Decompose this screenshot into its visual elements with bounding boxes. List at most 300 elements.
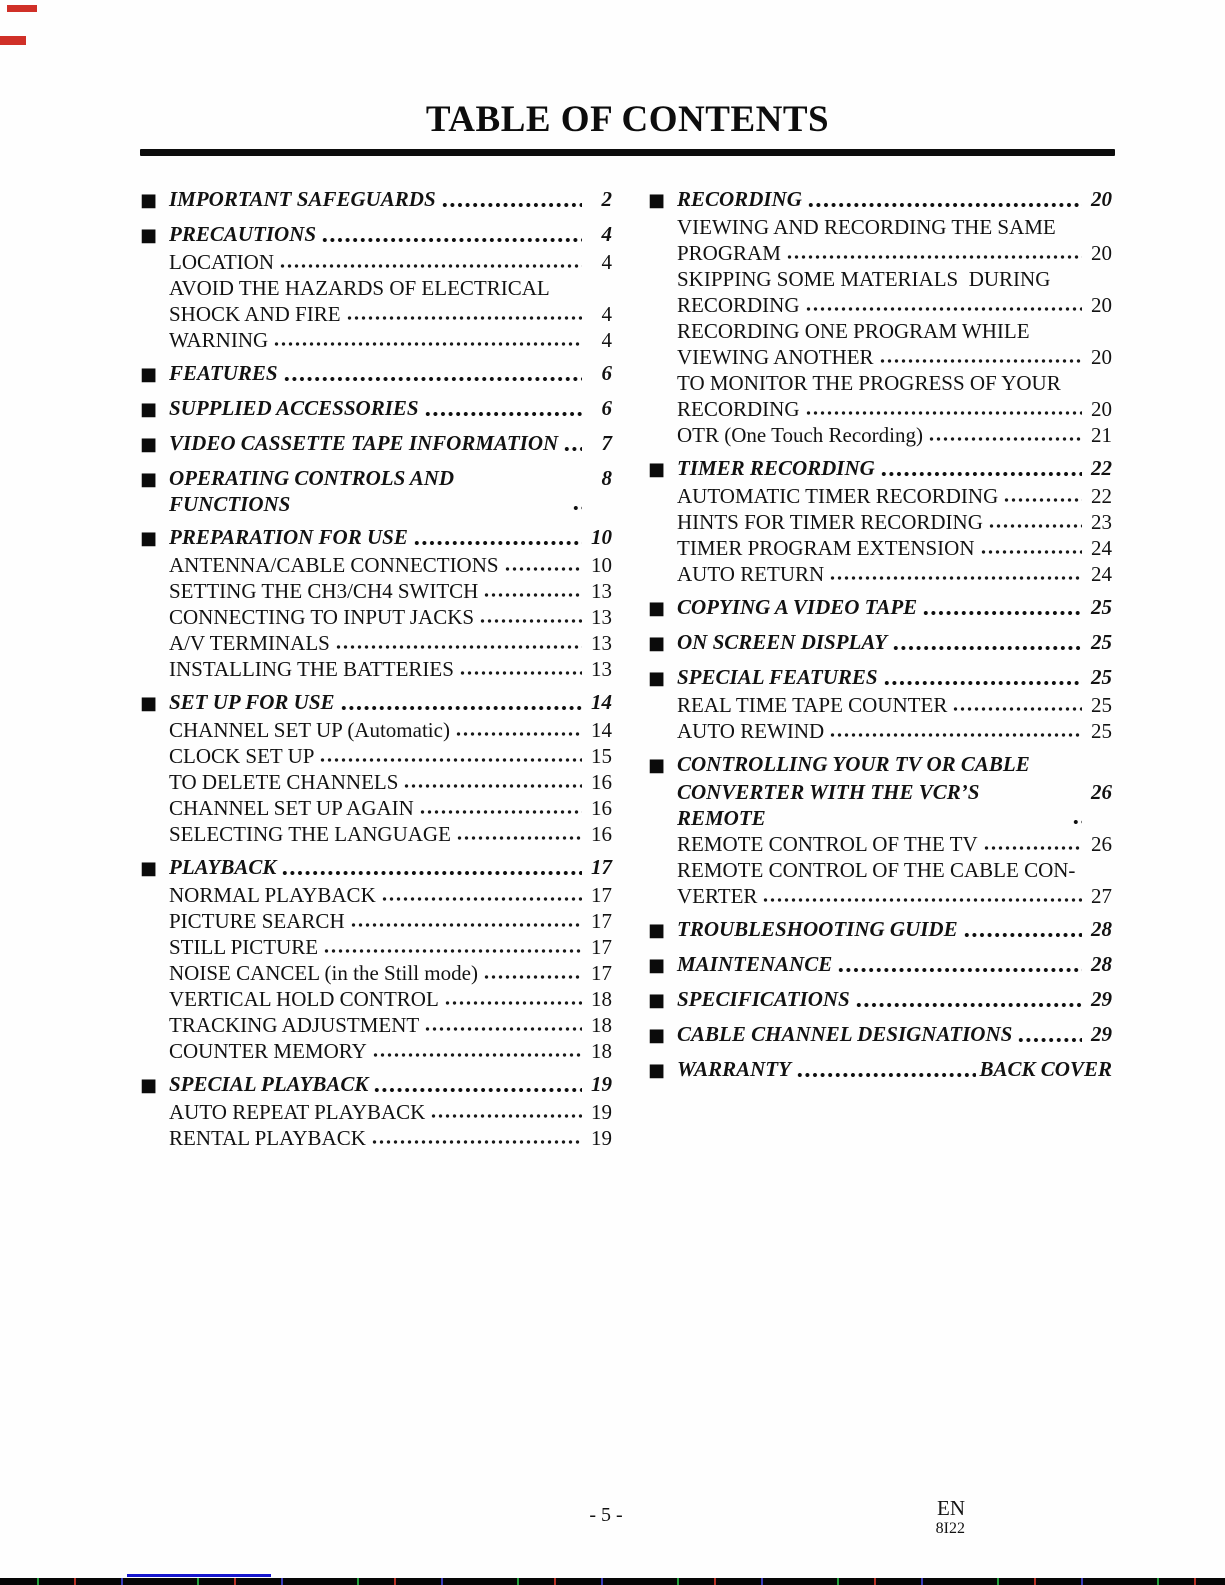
footer-page-number: - 5 - xyxy=(589,1504,623,1526)
page-number: 14 xyxy=(591,690,612,714)
toc-entry-text: PROGRAM xyxy=(677,241,781,265)
dotted-leader xyxy=(983,845,1082,851)
toc-entry-line xyxy=(140,186,612,214)
toc-heading xyxy=(648,664,1112,692)
toc-entry-line xyxy=(648,1056,1112,1084)
dotted-leader xyxy=(805,410,1082,416)
dotted-leader xyxy=(883,680,1082,686)
page-number: 17 xyxy=(591,961,612,985)
page-number: 25 xyxy=(1091,665,1112,689)
toc-entry-line xyxy=(140,360,612,388)
toc-entry-text: REAL TIME TAPE COUNTER xyxy=(677,693,948,717)
dotted-leader xyxy=(829,575,1082,581)
page-number: 20 xyxy=(1091,187,1112,211)
page-number: 18 xyxy=(591,1013,612,1037)
toc-entry-text: SETTING THE CH3/CH4 SWITCH xyxy=(169,579,479,603)
bullet-square-icon: ■ xyxy=(140,469,158,490)
toc-entry-line xyxy=(140,854,612,882)
toc-entry-line xyxy=(140,301,612,327)
page-number: 24 xyxy=(1091,536,1112,560)
dotted-leader xyxy=(373,1087,582,1093)
page-number: 25 xyxy=(1091,595,1112,619)
dotted-leader xyxy=(1003,497,1082,503)
dotted-leader xyxy=(403,783,582,789)
toc-entry-line xyxy=(140,221,612,249)
toc-entry-line xyxy=(648,831,1112,857)
toc-entry-line xyxy=(648,344,1112,370)
dotted-leader xyxy=(563,446,582,452)
page-number: 26 xyxy=(1091,780,1112,804)
toc-entry-line xyxy=(140,524,612,552)
page-number: 18 xyxy=(591,987,612,1011)
toc-entry-line xyxy=(648,422,1112,448)
toc-subentry xyxy=(140,795,612,821)
toc-subentry xyxy=(648,266,1112,318)
bullet-square-icon: ■ xyxy=(648,598,666,619)
dotted-leader xyxy=(444,1000,582,1006)
toc-entry-text: SPECIAL PLAYBACK xyxy=(169,1072,369,1096)
dotted-leader xyxy=(786,254,1082,260)
toc-entry-line xyxy=(140,1038,612,1064)
toc-entry-text: SPECIAL FEATURES xyxy=(677,665,878,689)
dotted-leader xyxy=(504,566,582,572)
toc-entry-text: TIMER RECORDING xyxy=(677,456,875,480)
toc-heading xyxy=(140,221,612,249)
toc-entry-text: VIDEO CASSETTE TAPE INFORMATION xyxy=(169,431,559,455)
page-number: 19 xyxy=(591,1100,612,1124)
toc-entry-line xyxy=(140,795,612,821)
toc-entry-text: VERTICAL HOLD CONTROL xyxy=(169,987,439,1011)
toc-entry-text: COUNTER MEMORY xyxy=(169,1039,367,1063)
toc-subentry xyxy=(648,831,1112,857)
toc-entry-text: MAINTENANCE xyxy=(677,952,833,976)
toc-entry-text: PRECAUTIONS xyxy=(169,222,317,246)
toc-heading xyxy=(140,360,612,388)
toc-entry-line xyxy=(648,883,1112,909)
page-number: 4 xyxy=(601,302,612,326)
footer-doc-code: 8I22 xyxy=(935,1520,965,1537)
page-number: 26 xyxy=(1091,832,1112,856)
bullet-square-icon: ■ xyxy=(648,920,666,941)
toc-entry-text: TO DELETE CHANNELS xyxy=(169,770,399,794)
toc-entry-text: SPECIFICATIONS xyxy=(677,987,850,1011)
dotted-leader xyxy=(456,835,582,841)
bullet-square-icon: ■ xyxy=(140,399,158,420)
dotted-leader xyxy=(321,237,582,243)
toc-heading xyxy=(140,186,612,214)
toc-heading xyxy=(648,751,1112,831)
toc-entry-text: RECORDING xyxy=(677,293,800,317)
toc-subentry xyxy=(648,857,1112,909)
dotted-leader xyxy=(346,315,582,321)
dotted-leader xyxy=(371,1139,582,1145)
scan-mark-red-icon xyxy=(0,36,26,45)
bullet-square-icon: ■ xyxy=(140,528,158,549)
toc-subentry xyxy=(140,908,612,934)
toc-heading xyxy=(140,430,612,458)
toc-entry-text: LOCATION xyxy=(169,250,274,274)
dotted-leader xyxy=(340,705,582,711)
toc-subentry xyxy=(648,214,1112,266)
bullet-square-icon: ■ xyxy=(648,668,666,689)
toc-entry-text: CLOCK SET UP xyxy=(169,744,315,768)
dotted-leader xyxy=(1072,819,1082,825)
dotted-leader xyxy=(323,948,582,954)
dotted-leader xyxy=(273,341,582,347)
page-number: 16 xyxy=(591,796,612,820)
toc-entry-line xyxy=(140,630,612,656)
toc-heading xyxy=(648,594,1112,622)
scan-underline-blue xyxy=(127,1574,271,1577)
toc-entry-text: TIMER PROGRAM EXTENSION xyxy=(677,536,975,560)
page-number: 20 xyxy=(1091,293,1112,317)
toc-heading xyxy=(140,395,612,423)
toc-subentry xyxy=(140,882,612,908)
toc-entry-line xyxy=(648,629,1112,657)
dotted-leader xyxy=(880,471,1082,477)
page-number: 17 xyxy=(591,883,612,907)
toc-entry-line xyxy=(140,249,612,275)
page-number: 25 xyxy=(1091,630,1112,654)
dotted-leader xyxy=(419,809,582,815)
toc-entry-text: PREPARATION FOR USE xyxy=(169,525,408,549)
toc-subentry xyxy=(648,509,1112,535)
toc-entry-text: HINTS FOR TIMER RECORDING xyxy=(677,510,983,534)
toc-heading xyxy=(648,986,1112,1014)
toc-entry-text: REMOTE CONTROL OF THE CABLE CON- xyxy=(677,858,1076,882)
toc-subentry xyxy=(140,769,612,795)
dotted-leader xyxy=(855,1002,1082,1008)
dotted-leader xyxy=(805,306,1082,312)
toc-entry-line xyxy=(648,718,1112,744)
toc-entry-text: TRACKING ADJUSTMENT xyxy=(169,1013,420,1037)
dotted-leader xyxy=(837,967,1082,973)
page-number: 16 xyxy=(591,822,612,846)
dotted-leader xyxy=(441,202,582,208)
toc-entry-text: STILL PICTURE xyxy=(169,935,319,959)
footer-codes xyxy=(936,1496,965,1538)
page-number: 28 xyxy=(1091,917,1112,941)
toc-entry-text: VIEWING ANOTHER xyxy=(677,345,874,369)
bullet-square-icon: ■ xyxy=(648,1025,666,1046)
dotted-leader xyxy=(928,436,1082,442)
toc-entry-line xyxy=(140,430,612,458)
toc-subentry xyxy=(140,1099,612,1125)
scan-edge-bar xyxy=(0,1578,1225,1585)
page-number: 13 xyxy=(591,631,612,655)
toc-entry-text: A/V TERMINALS xyxy=(169,631,330,655)
toc-right-column xyxy=(648,179,1112,1151)
dotted-leader xyxy=(952,706,1082,712)
toc-subentry xyxy=(140,275,612,327)
toc-subentry xyxy=(648,370,1112,422)
toc-entry-line xyxy=(140,327,612,353)
toc-entry-text: RECORDING ONE PROGRAM WHILE xyxy=(677,319,1030,343)
dotted-leader xyxy=(281,870,582,876)
toc-entry-line xyxy=(140,465,612,517)
toc-entry-line xyxy=(140,275,612,301)
toc-entry-text: PICTURE SEARCH xyxy=(169,909,345,933)
toc-heading xyxy=(648,455,1112,483)
toc-entry-line xyxy=(140,1012,612,1038)
toc-entry-line xyxy=(648,292,1112,318)
toc-subentry xyxy=(140,630,612,656)
toc-entry-line xyxy=(648,535,1112,561)
toc-entry-text: CHANNEL SET UP (Automatic) xyxy=(169,718,450,742)
page-number: 17 xyxy=(591,909,612,933)
toc-entry-line xyxy=(648,779,1112,831)
toc-entry-text: IMPORTANT SAFEGUARDS xyxy=(169,187,436,211)
toc-entry-line xyxy=(140,743,612,769)
dotted-leader xyxy=(922,610,1082,616)
page-number: 4 xyxy=(601,222,612,246)
toc-entry-line xyxy=(648,266,1112,292)
toc-heading xyxy=(648,186,1112,214)
page-number: 29 xyxy=(1091,987,1112,1011)
toc-subentry xyxy=(140,986,612,1012)
toc-entry-line xyxy=(648,561,1112,587)
toc-entry-line xyxy=(140,1125,612,1151)
toc-entry-line xyxy=(648,951,1112,979)
toc-entry-line xyxy=(140,769,612,795)
footer-lang-code: EN xyxy=(937,1496,965,1520)
page-number: 13 xyxy=(591,579,612,603)
toc-subentry xyxy=(648,692,1112,718)
toc-heading xyxy=(648,1056,1112,1084)
toc-entry-line xyxy=(140,908,612,934)
page-number: 14 xyxy=(591,718,612,742)
page-number: BACK COVER xyxy=(979,1057,1112,1081)
toc-subentry xyxy=(140,821,612,847)
toc-entry-text: PLAYBACK xyxy=(169,855,277,879)
dotted-leader xyxy=(879,358,1082,364)
dotted-leader xyxy=(335,644,582,650)
toc-subentry xyxy=(648,561,1112,587)
toc-entry-text: CONNECTING TO INPUT JACKS xyxy=(169,605,475,629)
page-number: 29 xyxy=(1091,1022,1112,1046)
page-number: 21 xyxy=(1091,423,1112,447)
toc-entry-line xyxy=(140,552,612,578)
toc-entry-text: WARRANTY xyxy=(677,1057,791,1081)
toc-left-column xyxy=(140,179,612,1151)
dotted-leader xyxy=(483,974,582,980)
dotted-leader xyxy=(829,732,1082,738)
bullet-square-icon: ■ xyxy=(648,633,666,654)
toc-entry-line xyxy=(140,1071,612,1099)
toc-heading xyxy=(648,1021,1112,1049)
toc-entry-line xyxy=(648,318,1112,344)
toc-entry-text: ANTENNA/CABLE CONNECTIONS xyxy=(169,553,499,577)
toc-entry-line xyxy=(140,395,612,423)
page-number: 4 xyxy=(601,250,612,274)
page-number: 17 xyxy=(591,935,612,959)
toc-columns xyxy=(140,179,1115,1151)
toc-heading xyxy=(648,916,1112,944)
toc-heading xyxy=(140,689,612,717)
toc-entry-text: AUTO REPEAT PLAYBACK xyxy=(169,1100,426,1124)
page-number: 28 xyxy=(1091,952,1112,976)
dotted-leader xyxy=(283,376,582,382)
toc-subentry xyxy=(140,249,612,275)
toc-entry-line xyxy=(648,509,1112,535)
toc-entry-line xyxy=(648,240,1112,266)
page-number: 10 xyxy=(591,553,612,577)
bullet-square-icon: ■ xyxy=(648,190,666,211)
toc-entry-text: TO MONITOR THE PROGRESS OF YOUR xyxy=(677,371,1061,395)
toc-entry-text: FEATURES xyxy=(169,361,278,385)
title-rule-divider xyxy=(140,149,1115,156)
toc-subentry xyxy=(140,604,612,630)
dotted-leader xyxy=(762,897,1082,903)
toc-entry-text: VERTER xyxy=(677,884,758,908)
dotted-leader xyxy=(455,731,582,737)
page-number: 19 xyxy=(591,1072,612,1096)
toc-entry-line xyxy=(140,934,612,960)
toc-entry-text: SELECTING THE LANGUAGE xyxy=(169,822,451,846)
toc-subentry xyxy=(140,327,612,353)
toc-entry-line xyxy=(648,857,1112,883)
toc-subentry xyxy=(140,552,612,578)
toc-subentry xyxy=(648,718,1112,744)
page-number: 23 xyxy=(1091,510,1112,534)
dotted-leader xyxy=(413,540,582,546)
dotted-leader xyxy=(796,1072,976,1078)
page-number: 20 xyxy=(1091,345,1112,369)
toc-entry-text: AUTO REWIND xyxy=(677,719,825,743)
toc-entry-line xyxy=(648,664,1112,692)
toc-entry-text: SKIPPING SOME MATERIALS DURING xyxy=(677,267,1051,291)
dotted-leader xyxy=(479,618,582,624)
toc-heading xyxy=(140,465,612,517)
page-number: 7 xyxy=(601,431,612,455)
toc-heading xyxy=(140,524,612,552)
page-number: 20 xyxy=(1091,397,1112,421)
toc-entry-line xyxy=(648,370,1112,396)
page-number: 6 xyxy=(601,396,612,420)
bullet-square-icon: ■ xyxy=(648,990,666,1011)
dotted-leader xyxy=(459,670,582,676)
page-number: 17 xyxy=(591,855,612,879)
dotted-leader xyxy=(424,411,582,417)
toc-subentry xyxy=(648,422,1112,448)
page-number: 15 xyxy=(591,744,612,768)
toc-entry-line xyxy=(648,916,1112,944)
toc-subentry xyxy=(648,318,1112,370)
toc-entry-line xyxy=(648,692,1112,718)
toc-subentry xyxy=(140,717,612,743)
dotted-leader xyxy=(372,1052,582,1058)
toc-entry-line xyxy=(140,960,612,986)
toc-entry-line xyxy=(140,656,612,682)
toc-subentry xyxy=(140,1038,612,1064)
toc-entry-text: RECORDING xyxy=(677,397,800,421)
toc-entry-line xyxy=(648,986,1112,1014)
dotted-leader xyxy=(381,896,582,902)
toc-entry-line xyxy=(648,751,1112,779)
toc-entry-text: AUTOMATIC TIMER RECORDING xyxy=(677,484,999,508)
bullet-square-icon: ■ xyxy=(140,434,158,455)
dotted-leader xyxy=(1017,1037,1082,1043)
dotted-leader xyxy=(430,1113,582,1119)
page-number: 10 xyxy=(591,525,612,549)
bullet-square-icon: ■ xyxy=(140,693,158,714)
page-number: 22 xyxy=(1091,456,1112,480)
dotted-leader xyxy=(350,922,582,928)
toc-entry-text: CONTROLLING YOUR TV OR CABLE xyxy=(677,752,1030,776)
page-number: 13 xyxy=(591,605,612,629)
toc-entry-line xyxy=(648,483,1112,509)
toc-content xyxy=(140,99,1115,1151)
page-number: 8 xyxy=(601,466,612,490)
toc-entry-line xyxy=(140,821,612,847)
toc-subentry xyxy=(140,934,612,960)
page-title: TABLE OF CONTENTS xyxy=(425,99,830,140)
toc-entry-text: TROUBLESHOOTING GUIDE xyxy=(677,917,958,941)
toc-entry-text: COPYING A VIDEO TAPE xyxy=(677,595,918,619)
page-number: 2 xyxy=(601,187,612,211)
toc-entry-text: AVOID THE HAZARDS OF ELECTRICAL xyxy=(169,276,550,300)
dotted-leader xyxy=(424,1026,582,1032)
toc-entry-text: SUPPLIED ACCESSORIES xyxy=(169,396,419,420)
toc-subentry xyxy=(140,960,612,986)
page-number: 18 xyxy=(591,1039,612,1063)
toc-entry-line xyxy=(140,986,612,1012)
page-number: 24 xyxy=(1091,562,1112,586)
toc-entry-text: VIEWING AND RECORDING THE SAME xyxy=(677,215,1056,239)
toc-entry-text: CHANNEL SET UP AGAIN xyxy=(169,796,414,820)
toc-subentry xyxy=(140,1012,612,1038)
toc-entry-line xyxy=(648,1021,1112,1049)
page-number: 25 xyxy=(1091,693,1112,717)
toc-entry-text: OTR (One Touch Recording) xyxy=(677,423,924,447)
page-number: 13 xyxy=(591,657,612,681)
toc-entry-text: AUTO RETURN xyxy=(677,562,825,586)
toc-entry-line xyxy=(140,604,612,630)
toc-heading xyxy=(140,854,612,882)
toc-entry-text: CONVERTER WITH THE VCR’S REMOTE xyxy=(677,780,985,830)
toc-entry-line xyxy=(648,396,1112,422)
page-number: 25 xyxy=(1091,719,1112,743)
dotted-leader xyxy=(892,645,1082,651)
toc-entry-text: SHOCK AND FIRE xyxy=(169,302,341,326)
toc-entry-line xyxy=(140,689,612,717)
toc-subentry xyxy=(140,656,612,682)
dotted-leader xyxy=(572,505,582,511)
toc-entry-line xyxy=(648,594,1112,622)
bullet-square-icon: ■ xyxy=(140,190,158,211)
toc-entry-line xyxy=(648,455,1112,483)
dotted-leader xyxy=(988,523,1082,529)
toc-entry-line xyxy=(648,186,1112,214)
toc-entry-line xyxy=(140,717,612,743)
bullet-square-icon: ■ xyxy=(648,755,666,776)
bullet-square-icon: ■ xyxy=(648,1060,666,1081)
dotted-leader xyxy=(807,202,1082,208)
bullet-square-icon: ■ xyxy=(140,364,158,385)
toc-entry-text: SET UP FOR USE xyxy=(169,690,335,714)
toc-subentry xyxy=(648,535,1112,561)
bullet-square-icon: ■ xyxy=(140,225,158,246)
bullet-square-icon: ■ xyxy=(140,858,158,879)
toc-subentry xyxy=(140,578,612,604)
page-number: 19 xyxy=(591,1126,612,1150)
dotted-leader xyxy=(980,549,1082,555)
dotted-leader xyxy=(319,757,582,763)
page-number: 4 xyxy=(601,328,612,352)
page-number: 27 xyxy=(1091,884,1112,908)
page-number: 22 xyxy=(1091,484,1112,508)
toc-heading xyxy=(140,1071,612,1099)
